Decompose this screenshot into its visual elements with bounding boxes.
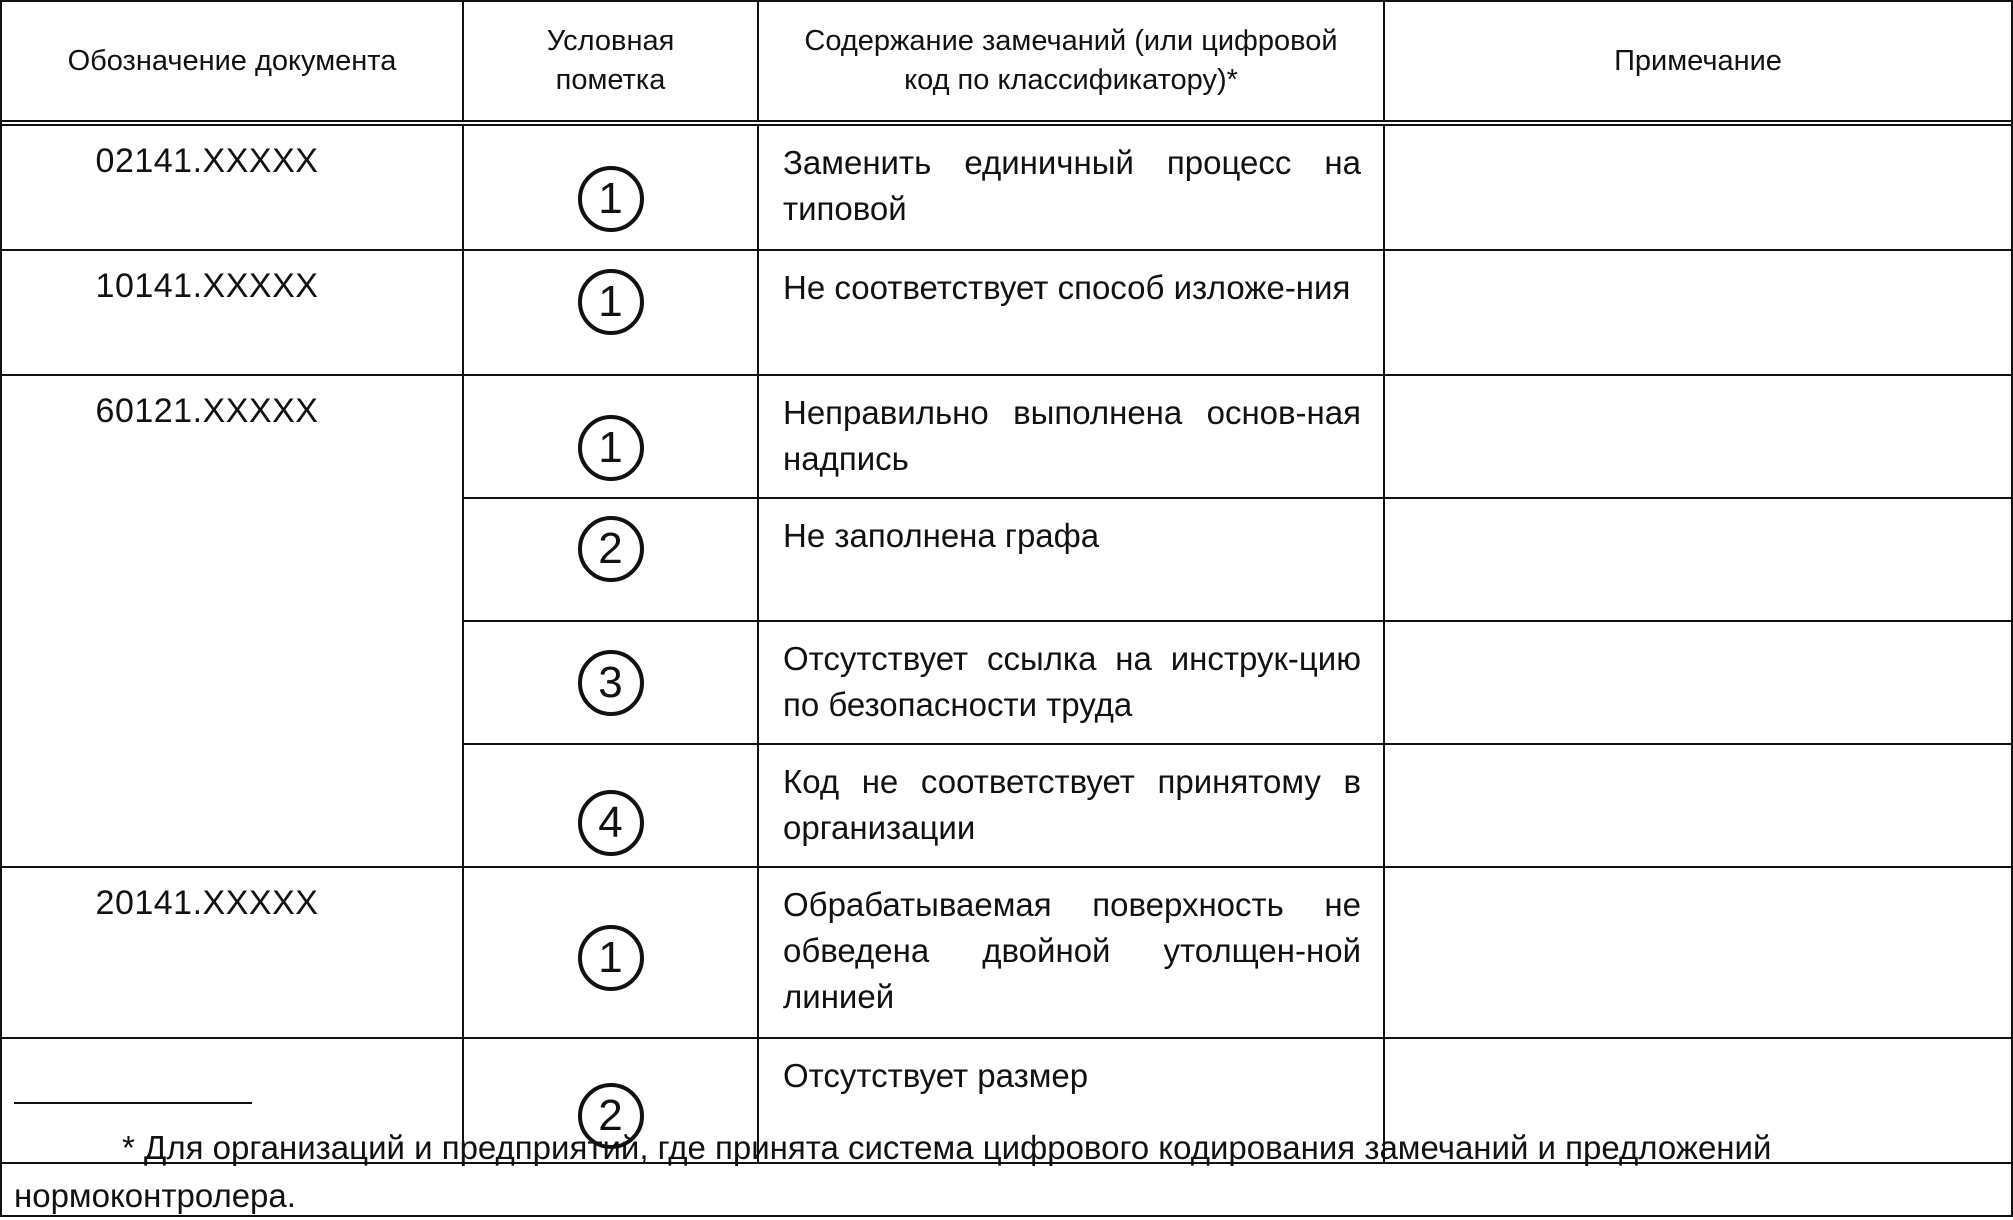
doc-designation-cell: [2, 123, 463, 250]
remark-content: Обрабатываемая поверхность не обведена двойной утолщен-ной линией: [758, 867, 1384, 1038]
mark-cell: [463, 498, 758, 621]
note-cell: [1384, 621, 2011, 744]
circled-mark: 4: [578, 790, 644, 856]
circled-mark: 3: [578, 650, 644, 716]
doc-designation-cell: [2, 375, 463, 867]
footnote-text: * Для организаций и предприятий, где принята система цифрового кодирования замечаний и предложений нормоконтролера.: [14, 1129, 1772, 1214]
remark-content: Заменить единичный процесс на типовой: [758, 123, 1384, 250]
doc-designation: 20141.XXXXX: [95, 884, 319, 922]
mark-cell: [463, 375, 758, 498]
header-mark-text: Условная пометка: [546, 25, 675, 96]
table-row: [2, 375, 2011, 498]
footnote-area: [2, 1042, 2011, 1215]
table-row: [2, 867, 2011, 1038]
header-note: Примечание: [1384, 2, 2011, 123]
remark-content: Отсутствует ссылка на инструк-цию по безопасности труда: [758, 621, 1384, 744]
remark-content: Отсутствует размер: [758, 1038, 1384, 1163]
note-cell: [1384, 744, 2011, 867]
note-cell: [1384, 123, 2011, 250]
doc-designation-cell: [2, 867, 463, 1038]
remarks-table: [2, 2, 2011, 1164]
circled-mark: 2: [578, 1083, 644, 1149]
circled-mark: 1: [578, 925, 644, 991]
header-content: [758, 2, 1384, 123]
note-cell: [1384, 867, 2011, 1038]
note-cell: [1384, 250, 2011, 375]
note-cell: [1384, 498, 2011, 621]
circled-mark: 1: [578, 269, 644, 335]
mark-cell: [463, 867, 758, 1038]
header-content-text: Содержание замечаний (или цифровой код по классификатору)*: [804, 25, 1338, 96]
mark-cell: [463, 744, 758, 867]
header-document: Обозначение документа: [2, 2, 463, 123]
table-row: [2, 250, 2011, 375]
note-cell: [1384, 375, 2011, 498]
remark-content: Код не соответствует принятому в организации: [758, 744, 1384, 867]
doc-designation: 10141.XXXXX: [95, 267, 319, 305]
remark-content: Не заполнена графа: [758, 498, 1384, 621]
remark-content: Не соответствует способ изложе-ния: [758, 250, 1384, 375]
footnote-rule: [14, 1102, 252, 1104]
doc-designation: 02141.XXXXX: [95, 142, 319, 180]
circled-mark: 2: [578, 516, 644, 582]
doc-designation-cell: [2, 250, 463, 375]
doc-designation: 60121.XXXXX: [95, 392, 319, 430]
mark-cell: [463, 621, 758, 744]
remark-content: Неправильно выполнена основ-ная надпись: [758, 375, 1384, 498]
table-row: [2, 123, 2011, 250]
header-mark: [463, 2, 758, 123]
circled-mark: 1: [578, 166, 644, 232]
circled-mark: 1: [578, 415, 644, 481]
mark-cell: [463, 123, 758, 250]
mark-cell: [463, 250, 758, 375]
table-header-row: [2, 2, 2011, 123]
